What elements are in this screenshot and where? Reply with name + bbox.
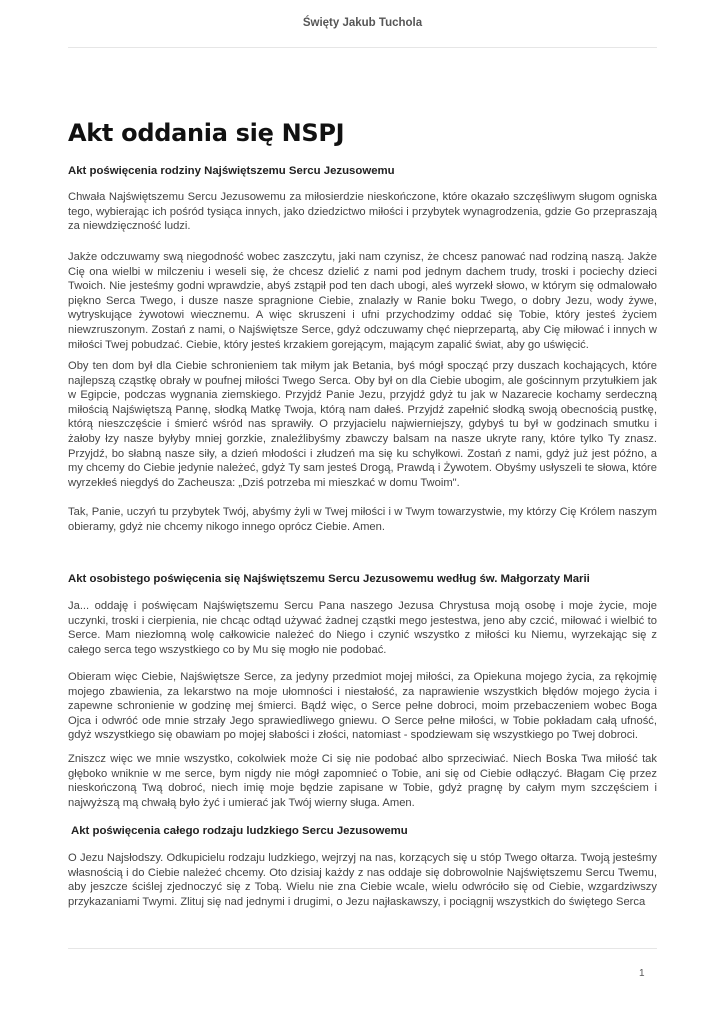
header-divider	[68, 47, 657, 48]
paragraph: Oby ten dom był dla Ciebie schronieniem tak miłym jak Betania, byś mógł spocząć przy duszach kochających, które najlepszą cząstkę obrały w poufnej miłości Twego Serca. Oby był on dla Ciebie ubogim, ale gościnnym przytułkiem jak w Egipcie, podczas wygnania ziemskiego. Przyjdź Panie Jezu, przyjdź gdyż tu jak w Nazarecie kochamy serdeczną miłością Najświętszą Pannę, słodką Matkę Twoja, którą nam dałeś. Przyjdź zapełnić słodką swoją obecnością pustkę, którą nieszczęście i śmierć wśród nas sprawiły. O przyjacielu najwierniejszy, gdybyś tu był w godzinach smutku i żałoby łzy nasze byłyby mniej gorzkie, znaleźlibyśmy zbawczy balsam na nasze ukryte rany, które tylko Ty znasz. Przyjdź, bo słabną nasze siły, a dzień młodości i złudzeń ma się ku schyłkowi. Zostań z nami, gdyż już jest późno, a my chcemy do Ciebie jedynie należeć, gdyż Ty sam jesteś Drogą, Prawdą i Żywotem. Obyśmy usłyszeli te słowa, które wyrzekłeś niegdyś do Zacheusza: „Dziś potrzeba mi mieszkać w domu Twoim".	[68, 360, 657, 489]
paragraph: Tak, Panie, uczyń tu przybytek Twój, abyśmy żyli w Twej miłości i w Twym towarzystwie, my którzy Cię Królem naszym obieramy, gdyż nie chcemy nikogo innego oprócz Ciebie. Amen.	[68, 506, 657, 533]
paragraph: Obieram więc Ciebie, Najświętsze Serce, za jedyny przedmiot mojej miłości, za Opiekuna mojego życia, za rękojmię mojego zbawienia, za lekarstwo na moje ułomności i niestałość, za naprawienie wszystkich błędów mojego życia i zapewne schronienie w godzinę mej śmierci. Bądź więc, o Serce pełne dobroci, moim przebaczeniem wobec Boga Ojca i odwróć ode mnie strzały Jego sprawiedliwego gniewu. O Serce pełne miłości, w Tobie pokładam całą ufność, gdyż wszystkiego się obawiam po mojej słabości i złości, natomiast - spodziewam się wszystkiego po Twej dobroci.	[68, 671, 657, 742]
section-heading-personal: Akt osobistego poświęcenia się Najświętszemu Sercu Jezusowemu według św. Małgorzaty Marii	[68, 573, 590, 585]
site-header-title: Święty Jakub Tuchola	[302, 17, 423, 29]
page-number: 1	[639, 968, 645, 979]
paragraph: Ja... oddaję i poświęcam Najświętszemu Sercu Pana naszego Jezusa Chrystusa moją osobę i moje życie, moje uczynki, troski i cierpienia, nie chcąc odtąd używać żadnej cząstki mego jestestwa, jeno aby czcić, miłować i wielbić to Serce. Mam niezłomną wolę całkowicie należeć do Niego i czynić wszystko z miłości ku Niemu, wyrzekając się z całego serca tego wszystkiego co by Mu się mogło nie podobać.	[68, 600, 657, 656]
section-heading-family: Akt poświęcenia rodziny Najświętszemu Sercu Jezusowemu	[68, 165, 395, 177]
footer-divider	[68, 948, 657, 949]
section-heading-mankind: Akt poświęcenia całego rodzaju ludzkiego Sercu Jezusowemu	[71, 825, 408, 837]
page-title: Akt oddania się NSPJ	[68, 119, 345, 147]
paragraph: Chwała Najświętszemu Sercu Jezusowemu za miłosierdzie nieskończone, które okazało szczęśliwym sługom ogniska tego, wybierając ich pośród tysiąca innych, jako dziedzictwo miłości i przybytek wynagrodzenia, gdzie Go przepraszają za niewdzięczność ludzi.	[68, 191, 657, 233]
paragraph: Jakże odczuwamy swą niegodność wobec zaszczytu, jaki nam czynisz, że chcesz panować nad rodziną naszą. Jakże Cię ona wielbi w milczeniu i weseli się, że chcesz dzielić z nami pod jednym dachem trudy, troski i pociechy dzieci Twoich. Nie jesteśmy godni wprawdzie, abyś zstąpił pod ten dach ubogi, aleś wyrzekł słowo, w którym się odmalowało piękno Serca Twego, i dusze nasze spragnione Ciebie, znalazły w Ranie boku Twego, o dobry Jezu, wody żywe, wytryskujące żywotowi wiecznemu. A więc skruszeni i ufni przychodzimy oddać się Tobie, który jesteś życiem niewzruszonym. Zostań z nami, o Najświętsze Serce, gdyż odczuwamy chęć nieprzepartą, aby Cię miłować i innych w miłości Twej pobudzać. Ciebie, który jesteś krzakiem gorejącym, mającym zapalić świat, aby go uświęcić.	[68, 251, 657, 351]
paragraph: O Jezu Najsłodszy. Odkupicielu rodzaju ludzkiego, wejrzyj na nas, korzących się u stóp Twego ołtarza. Twoją jesteśmy własnością i do Ciebie należeć chcemy. Oto dzisiaj każdy z nas oddaje się dobrowolnie Najświętszemu Sercu Twemu, aby jeszcze ściślej zjednoczyć się z Tobą. Wielu nie zna Ciebie wcale, wielu odwróciło się od Ciebie, wzgardziwszy przykazaniami Twymi. Zlituj się nad jednymi i drugimi, o Jezu najłaskawszy, i pociągnij wszystkich do świętego Serca	[68, 852, 657, 908]
paragraph: Zniszcz więc we mnie wszystko, cokolwiek może Ci się nie podobać albo sprzeciwiać. Niech Boska Twa miłość tak głęboko wniknie w me serce, bym nigdy nie mógł zapomnieć o Tobie, ani się od Ciebie odłączyć. Błagam Cię przez nieskończoną Twą dobroć, niech imię moje będzie zapisane w Tobie, gdyż pragnę by całym mym szczęściem i najwyższą mą chwałą było żyć i umierać jak Twój wierny sługa. Amen.	[68, 753, 657, 809]
